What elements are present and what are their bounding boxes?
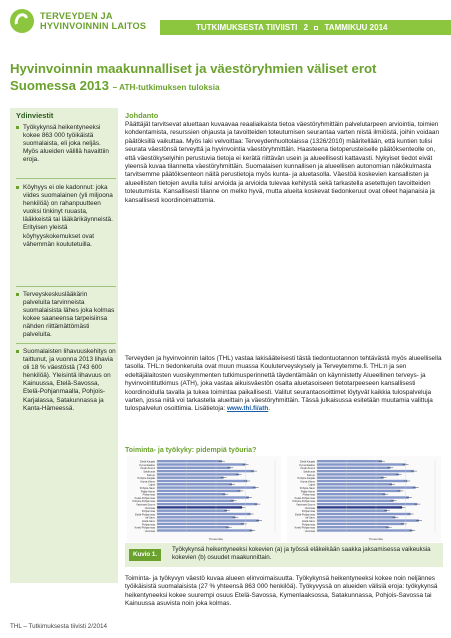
region-label: Pohjois-Savo	[299, 487, 315, 490]
chart-panel-b	[287, 456, 441, 542]
intro-paragraph: Päättäjät tarvitsevat aluettaan kuvaavaa reaaliaikaista tietoa väestöryhmittäin palvelutarpeen arviointia, toimien kohdentamista, resurssien ohjausta ja tavoitteiden toteutumisen seurantaa varten niistä ilmiöistä, joihin voidaan päätöksillä vaikuttaa. Myös laki velvoittaa: Terveydenhuoltolaissa (1326/2010) määritellään, että kuntien tulisi seurata väestönsä terveyttä ja hyvinvointia väestöryhmittäin. Haasteena tietoperusteiselle päätöksenteolle on, että väestökyselyihin perustuvia tietoja ei kerätä riittävän usein ja alueellisesti kattavasti. Nykyiset tiedot eivät yleensä kuvaa tilannetta väestöryhmittäin. Suomalaisen kunnallisen ja alueellisen autonomian näkökulmasta tarvitsemme päätöksenteon näitä perustietoja myös kunta- ja aluetasolla. Väestöä koskevien kansallisten ja alueellisten tietojen avulla tulisi arvioida ja arvioida tulevaa kehitystä sekä tarkastella asetettujen tavoitteiden toteutumista. Kansallisesti tilanne on melko hyvä, mutta alueita koskevat tiedonkeruut ovat olleet hajanaisia ja kansallisesti koordinoimattomia.	[125, 121, 440, 204]
title-main: Hyvinvoinnin maakunnalliset ja väestöryhmien väliset erot Suomessa 2013	[10, 61, 377, 93]
divider	[16, 286, 116, 287]
region-label: Pohjanmaa	[301, 523, 315, 527]
region-bar	[317, 506, 402, 508]
issue-number: 2	[303, 23, 309, 32]
axis-label: Prosenttia	[209, 537, 223, 541]
region-bar	[157, 486, 256, 488]
figure-tag: Kuvio 1.	[129, 549, 161, 561]
region-bar	[157, 480, 247, 482]
region-bar	[317, 493, 385, 495]
logo-line2: HYVINVOINNIN LAITOS	[40, 21, 147, 31]
region-bar	[157, 516, 235, 518]
region-label: Pohjois-Karjala	[137, 477, 155, 481]
figure-caption: Työkykynsä heikentyneeksi kokevien (a) ja työssä eläkeikään saakka jaksamisessa vaikeuksia kokevien (b) osuudet maakunnittain.	[172, 546, 431, 561]
chart-panel-a	[127, 456, 281, 542]
region-label: Keski-Pohjanmaa	[294, 496, 315, 500]
region-bar	[317, 523, 404, 525]
paragraph-text: Terveyden ja hyvinvoinnin laitos (THL) vastaa lakisääteisesti tästä tiedontuotannon tehtävästä myös alueellisella tasolla. THL:n tiedonkeruita ovat muun muassa Kouluterveyskysely ja Terveytemme.fi. THL:n ja sen edeltäjälaitosten vuosikymmenten tutkimusperinnettä täydentämään on käynnistetty Alueellinen terveys- ja hyvinvointitutkimus (ATH), joka vastaa aikuisväestön osalta aluetasoiseen tietotarpeeseen kansallisesti koordinoidulla tavalla ja tukea toimintaa paikallisesti. Valitut seurantaosoittimet löytyvät kaikkia tulospalveluja varten, jossa niitä voi tarkastella alueittain ja väestöryhmittäin. Tässä julkaisussa esitetään muutamia valittuja tulospalvelun osoittimia. Lisätietoja:	[125, 355, 442, 413]
region-label: Lappi	[308, 483, 315, 487]
region-label: Keski-Suomi	[140, 467, 155, 471]
body-paragraph: Toiminta- ja työkyvyn väestö kuvaa alueen elinvoimaisuutta. Työkykynsä heikentyneeksi kokee noin neljännes työikäisistä suomalaisista (27 % yhteensä 863 000 henkilöä). Työkyvyssä on alueiden välisiä eroja: työkykynsä heikentyneeksi kokee suurempi osuus Etelä-Savossa, Kymenlaaksossa, Satakunnassa, Pohjois-Savossa tai Kainuussa asuvista noin joka kolmas.	[125, 575, 438, 608]
region-bar	[317, 516, 395, 518]
region-label: Varsinais-Suomi	[136, 503, 155, 507]
region-label: Pirkanmaa	[142, 493, 155, 497]
region-label: Kainuu	[306, 473, 315, 477]
region-bar	[157, 463, 246, 465]
region-bar	[157, 483, 232, 485]
region-label: Etelä-Savo	[302, 520, 315, 523]
region-bar	[157, 500, 234, 502]
region-label: Pohjois-Savo	[139, 487, 155, 490]
region-bar	[157, 513, 251, 515]
series-name: TUTKIMUKSESTA TIIVIISTI	[196, 23, 298, 32]
region-label: Päijät-Häme	[300, 490, 315, 494]
separator-icon	[314, 26, 318, 30]
region-bar	[317, 496, 409, 498]
region-bar	[157, 467, 230, 469]
region-bar	[317, 526, 389, 528]
region-label: Uusimaa	[144, 529, 155, 533]
region-bar	[157, 506, 242, 508]
logo-text	[40, 11, 146, 31]
region-bar	[157, 477, 224, 479]
region-bar	[157, 470, 254, 472]
region-bar	[317, 460, 382, 462]
key-messages-heading: Ydinviestit	[16, 111, 54, 120]
region-bar	[317, 480, 407, 482]
region-label: Keski-Pohjanmaa	[134, 496, 155, 500]
region-bar	[317, 473, 399, 475]
region-bar	[317, 490, 400, 492]
region-label: Varsinais-Suomi	[296, 503, 315, 507]
key-message: Köyhyys ei ole kadonnut: joka viides suomalainen (yli miljoona henkilöä) on rahanpuutteen vuoksi tinkinyt ruuasta, lääkkeistä tai lääkärikäynneistä. Erityisen yleistä köyhyyskokemukset ovat vähemmän koulutetuilla.	[16, 184, 116, 249]
region-label: Kainuu	[146, 473, 155, 477]
region-bar	[317, 467, 390, 469]
region-bar	[317, 477, 384, 479]
page-footer: THL – Tutkimuksesta tiivisti 2/2014	[10, 623, 108, 630]
region-label: Lappi	[148, 483, 155, 487]
region-label: Keski-Pohjanmaa	[134, 526, 155, 530]
region-label: Itä-Savo	[305, 516, 315, 520]
region-label: Pohjanmaa	[141, 510, 155, 514]
key-message: Työkykynsä heikentyneeksi kokee 863 000 työikäistä suomalaista, eli joka neljäs. Myös alueiden välillä havaittiin eroja.	[16, 124, 116, 164]
region-bar	[317, 510, 387, 512]
issue-month: TAMMIKUU 2014	[324, 23, 388, 32]
divider	[16, 178, 116, 179]
region-bar	[317, 529, 412, 531]
region-label: Itä-Savo	[145, 516, 155, 520]
bar-charts	[125, 456, 443, 542]
divider	[16, 343, 116, 344]
region-label: Kanta-Häme	[140, 480, 155, 484]
region-label: Etelä-Savo	[142, 520, 155, 523]
key-message: Suomalaisten lihavuuskehitys on taittunut, ja vuonna 2013 lihavia oli 18 % väestöstä (743 600 henkilöä). Yleisintä lihavuus on Kainuussa, Etelä-Savossa, Etelä-Pohjanmaalla, Pohjois-Karjalassa, Satakunnassa ja Kanta-Hämeessä.	[16, 348, 116, 413]
region-bar	[157, 473, 239, 475]
region-bar	[157, 526, 229, 528]
region-bar	[157, 523, 244, 525]
region-label: Uusimaa	[304, 506, 315, 510]
region-bar	[157, 529, 252, 531]
ath-link[interactable]: www.thl.fi/ath	[226, 405, 269, 413]
region-bar	[317, 463, 406, 465]
region-label: Pohjois-Pohjanmaa	[132, 500, 155, 504]
region-bar	[157, 460, 222, 462]
region-label: Satakunta	[143, 470, 155, 474]
region-bar	[157, 496, 249, 498]
region-label: Uusimaa	[144, 506, 155, 510]
region-label: Satakunta	[303, 470, 315, 474]
region-bar	[157, 503, 257, 505]
title-sub: – ATH-tutkimuksen tuloksia	[112, 83, 220, 92]
region-label: Keski-Pohjanmaa	[294, 526, 315, 530]
intro-paragraph-2	[125, 355, 443, 414]
region-label: Kymenlaakso	[299, 463, 315, 467]
region-label: Pohjois-Pohjanmaa	[292, 500, 315, 504]
region-label: Pohjanmaa	[141, 523, 155, 527]
page-title	[10, 60, 445, 96]
region-label: Uusimaa	[304, 529, 315, 533]
region-label: Keski-Suomi	[300, 467, 315, 471]
region-bar	[317, 470, 414, 472]
region-bar	[157, 490, 240, 492]
region-label: Päijät-Häme	[140, 490, 155, 494]
region-label: Pohjanmaa	[301, 510, 315, 514]
region-bar	[317, 486, 416, 488]
region-bar	[317, 500, 394, 502]
key-messages-box	[10, 108, 118, 583]
region-label: Kymenlaakso	[139, 463, 155, 467]
series-band	[160, 20, 451, 35]
region-bar	[157, 510, 227, 512]
axis-label: Prosenttia	[369, 537, 383, 541]
region-label: Etelä-Karjala	[140, 460, 155, 464]
region-bar	[317, 513, 411, 515]
region-bar	[317, 483, 392, 485]
logo-line1: TERVEYDEN JA	[40, 11, 113, 21]
intro-heading: Johdanto	[125, 111, 159, 120]
region-bar	[317, 519, 419, 521]
region-label: Etelä-Pohjanmaa	[295, 513, 315, 517]
region-label: Pirkanmaa	[302, 493, 315, 497]
region-label: Kanta-Häme	[300, 480, 315, 484]
region-bar	[157, 519, 259, 521]
region-label: Etelä-Karjala	[300, 460, 315, 464]
region-label: Pohjois-Karjala	[297, 477, 315, 481]
key-message: Terveyskeskuslääkärin palveluita tarvinneista suomalaisista lähes joka kolmas kokee saaneensa tarpeisiinsa nähden riittämättömästi palveluita.	[16, 291, 116, 340]
region-bar	[157, 493, 225, 495]
paragraph-end: .	[268, 405, 271, 413]
region-bar	[317, 503, 417, 505]
region-label: Etelä-Pohjanmaa	[135, 513, 155, 517]
chart-heading: Toiminta- ja työkyky: pidempiä työuria?	[125, 447, 257, 454]
